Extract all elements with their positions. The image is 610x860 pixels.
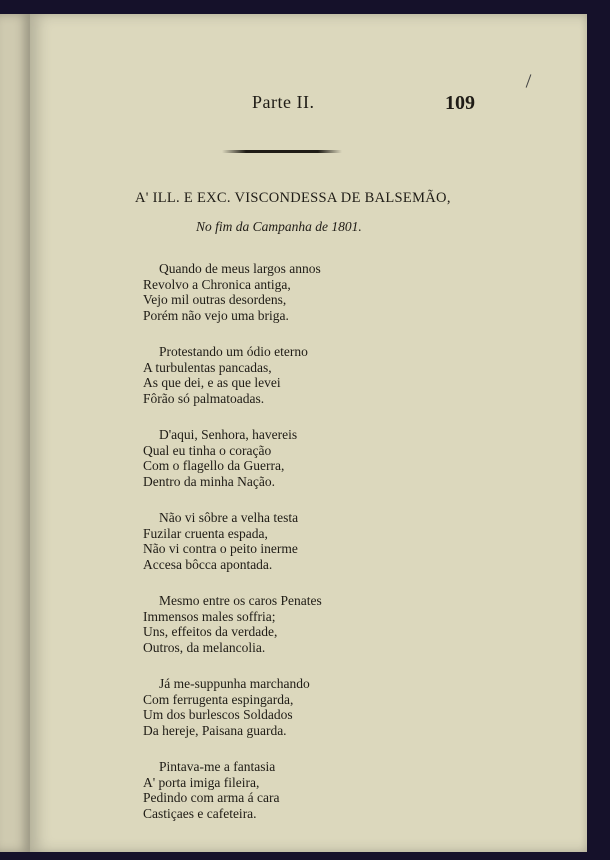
verse-line: D'aqui, Senhora, havereis [159, 427, 298, 442]
stanza [143, 261, 423, 323]
verse-line: Mesmo entre os caros Penates [159, 593, 322, 608]
verse-line: Pintava-me a fantasia [159, 759, 276, 774]
verse-line: Já me-suppunha marchando [159, 676, 310, 691]
verse-line: Fuzilar cruenta espada, [143, 525, 268, 541]
verse-line: Vejo mil outras desordens, [143, 292, 287, 307]
verse-line: Outros, da melancolia. [143, 639, 266, 655]
stanza [143, 510, 423, 572]
facing-page-edge [0, 14, 31, 852]
running-header: Parte II. [252, 92, 315, 112]
verse-line: As que dei, e as que levei [143, 375, 281, 390]
verse-line: Qual eu tinha o coração [143, 442, 272, 458]
verse-line: Não vi contra o peito inerme [143, 541, 298, 556]
verse-line: Dentro da minha Nação. [143, 473, 275, 489]
verse-line: Accesa bôcca apontada. [143, 556, 273, 572]
poem-heading: A' ILL. E EXC. VISCONDESSA DE BALSEMÃO, [135, 190, 451, 206]
ornamental-rule [222, 150, 342, 153]
verse-line: Fôrão só palmatoadas. [143, 390, 265, 406]
verse-line: Revolvo a Chronica antiga, [143, 276, 291, 292]
stanza [143, 593, 423, 655]
book-page [30, 14, 587, 852]
verse-line: Da hereje, Paisana guarda. [143, 722, 287, 738]
verse-line: Com ferrugenta espingarda, [143, 691, 294, 707]
pencil-mark [526, 74, 532, 87]
poem-subheading: No fim da Campanha de 1801. [196, 219, 362, 234]
verse-line: Porém não vejo uma briga. [143, 307, 289, 323]
stanza [143, 676, 423, 738]
verse-line: Castiçaes e cafeteira. [143, 805, 257, 821]
verse-line: Não vi sôbre a velha testa [159, 510, 299, 525]
verse-line: A turbulentas pancadas, [143, 359, 272, 375]
verse-line: A' porta imiga fileira, [143, 774, 260, 790]
verse-line: Immensos males soffria; [143, 608, 276, 624]
stanza [143, 344, 423, 406]
verse-line: Com o flagello da Guerra, [143, 458, 285, 473]
page-number: 109 [445, 92, 475, 114]
verse-line: Protestando um ódio eterno [159, 344, 308, 359]
stanza [143, 759, 423, 821]
verse-line: Quando de meus largos annos [159, 261, 321, 276]
verse-line: Pedindo com arma á cara [143, 790, 280, 805]
stanza [143, 427, 423, 489]
verse-line: Uns, effeitos da verdade, [143, 624, 278, 639]
verse-line: Um dos burlescos Soldados [143, 707, 293, 722]
poem-body [143, 261, 423, 842]
